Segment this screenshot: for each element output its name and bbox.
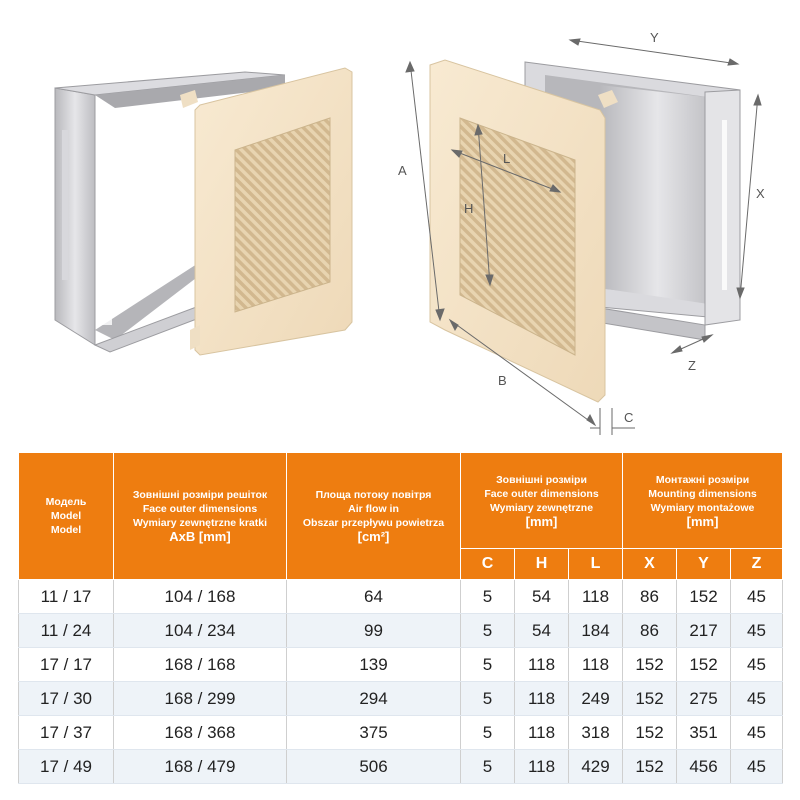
cell-axb: 168 / 299 bbox=[114, 682, 287, 716]
cell-airflow: 99 bbox=[287, 614, 461, 648]
dim-label-c: C bbox=[624, 410, 634, 425]
header-face-outer: Зовнішні розміри решіток Face outer dimensions Wymiary zewnętrzne kratki AxB [mm] bbox=[114, 453, 287, 580]
table-row bbox=[19, 716, 783, 750]
cell-c: 5 bbox=[461, 648, 515, 682]
cell-x: 86 bbox=[623, 614, 677, 648]
cell-l: 118 bbox=[569, 580, 623, 614]
cell-axb: 168 / 168 bbox=[114, 648, 287, 682]
cell-z: 45 bbox=[731, 648, 783, 682]
cell-model: 17 / 30 bbox=[19, 682, 114, 716]
table-row bbox=[19, 682, 783, 716]
table-row bbox=[19, 580, 783, 614]
cell-z: 45 bbox=[731, 580, 783, 614]
cell-y: 152 bbox=[677, 580, 731, 614]
cell-y: 152 bbox=[677, 648, 731, 682]
cell-h: 118 bbox=[515, 648, 569, 682]
cell-h: 118 bbox=[515, 682, 569, 716]
cell-z: 45 bbox=[731, 614, 783, 648]
subheader-x: X bbox=[623, 549, 677, 580]
cell-l: 249 bbox=[569, 682, 623, 716]
cell-model: 17 / 17 bbox=[19, 648, 114, 682]
table-row bbox=[19, 648, 783, 682]
cell-x: 152 bbox=[623, 648, 677, 682]
cell-axb: 168 / 368 bbox=[114, 716, 287, 750]
cell-x: 86 bbox=[623, 580, 677, 614]
cell-y: 275 bbox=[677, 682, 731, 716]
cell-model: 11 / 24 bbox=[19, 614, 114, 648]
subheader-l: L bbox=[569, 549, 623, 580]
cell-airflow: 294 bbox=[287, 682, 461, 716]
cell-y: 217 bbox=[677, 614, 731, 648]
cell-z: 45 bbox=[731, 750, 783, 784]
cell-c: 5 bbox=[461, 682, 515, 716]
dim-label-x: X bbox=[756, 186, 765, 201]
cell-model: 11 / 17 bbox=[19, 580, 114, 614]
table-row bbox=[19, 750, 783, 784]
cell-c: 5 bbox=[461, 750, 515, 784]
header-airflow: Площа потоку повітря Air flow in Obszar przepływu powietrza [cm²] bbox=[287, 453, 461, 580]
cell-x: 152 bbox=[623, 750, 677, 784]
cell-l: 429 bbox=[569, 750, 623, 784]
cell-h: 118 bbox=[515, 716, 569, 750]
cell-h: 118 bbox=[515, 750, 569, 784]
table-row bbox=[19, 614, 783, 648]
cell-h: 54 bbox=[515, 614, 569, 648]
cell-l: 118 bbox=[569, 648, 623, 682]
cell-z: 45 bbox=[731, 682, 783, 716]
cell-axb: 104 / 168 bbox=[114, 580, 287, 614]
dim-label-b: B bbox=[498, 373, 507, 388]
cell-c: 5 bbox=[461, 614, 515, 648]
cell-airflow: 506 bbox=[287, 750, 461, 784]
subheader-h: H bbox=[515, 549, 569, 580]
dim-label-l: L bbox=[503, 151, 511, 166]
cell-model: 17 / 49 bbox=[19, 750, 114, 784]
cell-c: 5 bbox=[461, 580, 515, 614]
header-outer-dimensions: Зовнішні розміри Face outer dimensions Wymiary zewnętrzne [mm] bbox=[461, 453, 623, 549]
cell-airflow: 64 bbox=[287, 580, 461, 614]
cell-l: 318 bbox=[569, 716, 623, 750]
subheader-y: Y bbox=[677, 549, 731, 580]
cell-c: 5 bbox=[461, 716, 515, 750]
subheader-z: Z bbox=[731, 549, 783, 580]
dim-label-y: Y bbox=[650, 30, 659, 45]
cell-h: 54 bbox=[515, 580, 569, 614]
cell-x: 152 bbox=[623, 682, 677, 716]
specification-table bbox=[18, 452, 783, 784]
subheader-c: C bbox=[461, 549, 515, 580]
cell-z: 45 bbox=[731, 716, 783, 750]
cell-x: 152 bbox=[623, 716, 677, 750]
right-grille-face bbox=[430, 60, 618, 402]
dim-label-a: A bbox=[398, 163, 407, 178]
header-model: Модель Model Model bbox=[19, 453, 114, 580]
cell-airflow: 139 bbox=[287, 648, 461, 682]
cell-axb: 104 / 234 bbox=[114, 614, 287, 648]
left-grille-face bbox=[180, 68, 352, 355]
cell-y: 351 bbox=[677, 716, 731, 750]
cell-axb: 168 / 479 bbox=[114, 750, 287, 784]
cell-l: 184 bbox=[569, 614, 623, 648]
cell-y: 456 bbox=[677, 750, 731, 784]
cell-airflow: 375 bbox=[287, 716, 461, 750]
header-mounting-dimensions: Монтажні розміри Mounting dimensions Wymiary montażowe [mm] bbox=[623, 453, 783, 549]
cell-model: 17 / 37 bbox=[19, 716, 114, 750]
dim-label-h: H bbox=[464, 201, 474, 216]
dim-label-z: Z bbox=[688, 358, 696, 373]
